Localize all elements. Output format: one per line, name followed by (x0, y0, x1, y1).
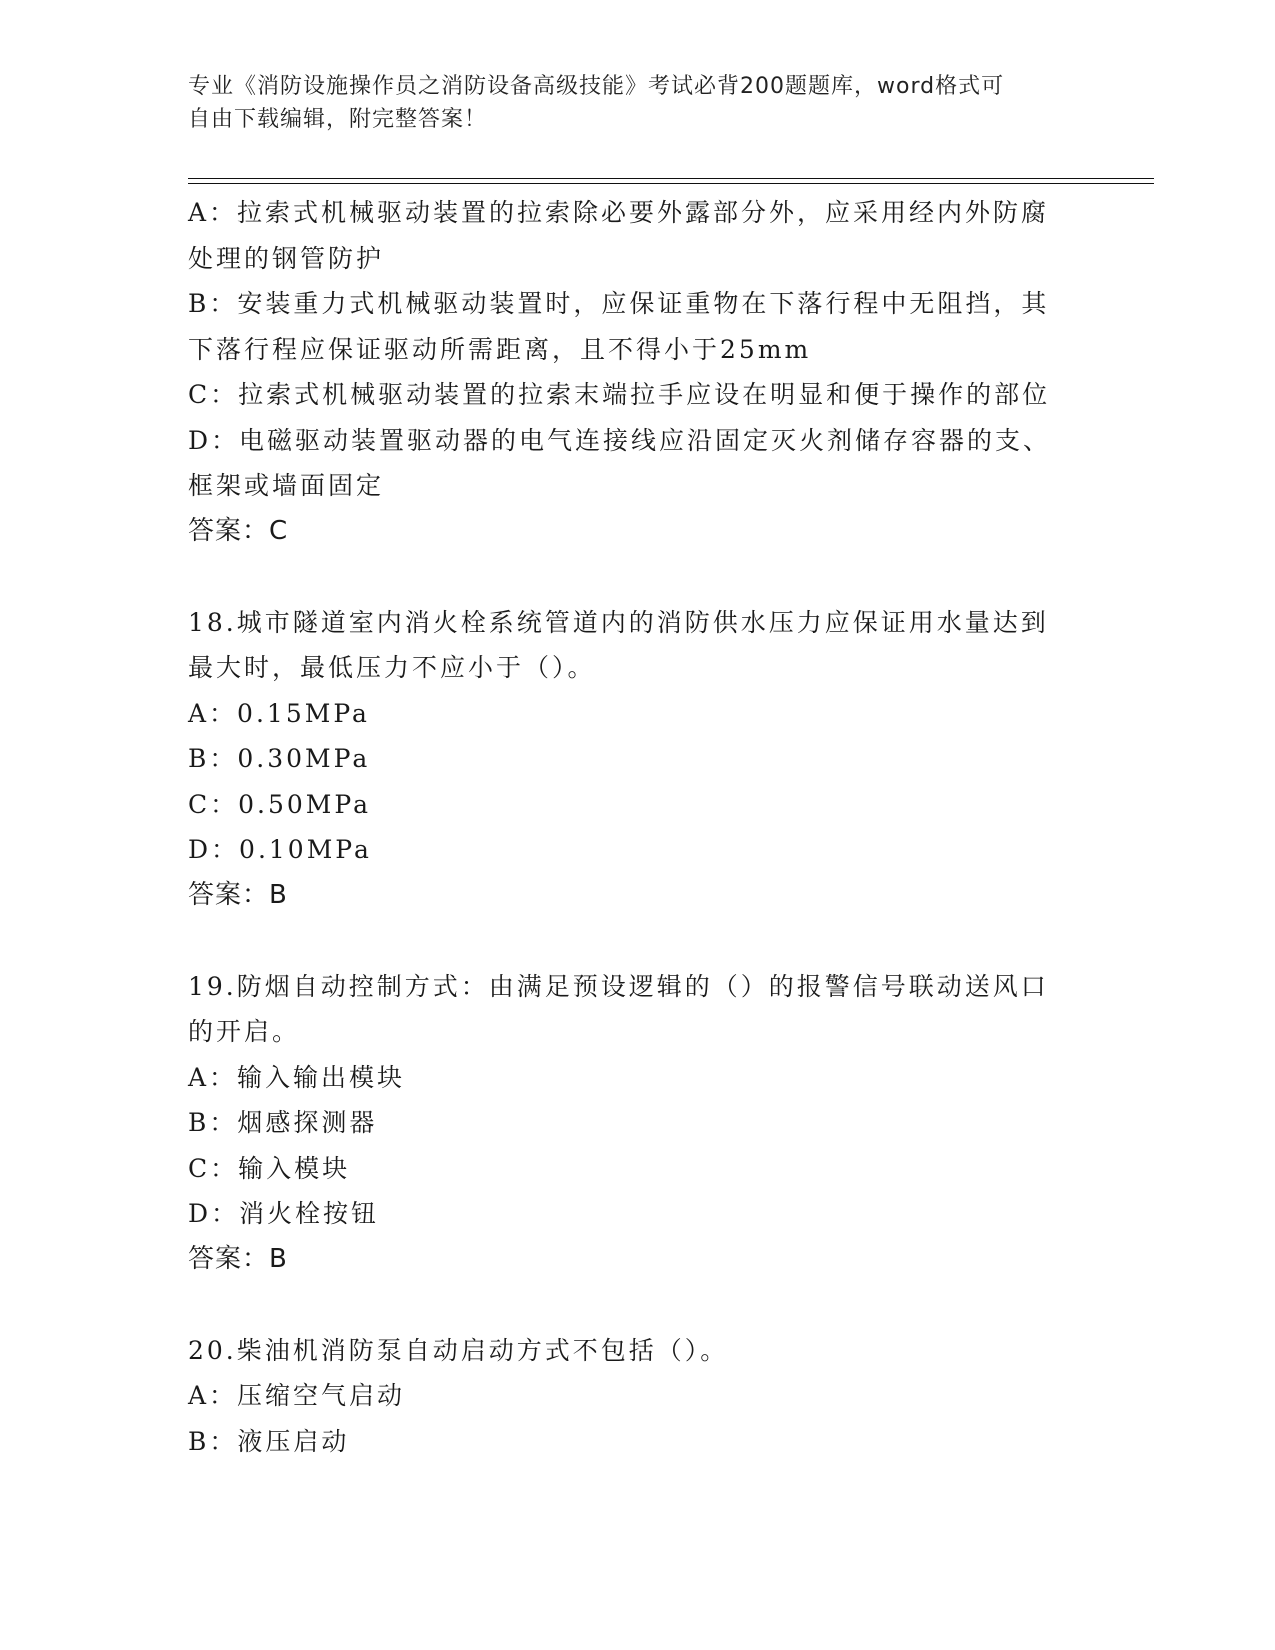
option-d: D：消火栓按钮 (188, 1199, 380, 1228)
option-a: A：压缩空气启动 (188, 1381, 406, 1410)
option-a: A：输入输出模块 (188, 1062, 406, 1092)
option-b: B：液压启动 (188, 1426, 350, 1456)
spacer (188, 918, 1088, 964)
question-text-line-2: 的开启。 (188, 1017, 301, 1046)
option-c: C：拉索式机械驱动装置的拉索末端拉手应设在明显和便于操作的部位 (188, 380, 1051, 409)
answer: 答案：C (188, 515, 289, 546)
spacer (188, 1282, 1088, 1328)
option-a-line-2: 处理的钢管防护 (188, 243, 385, 273)
option-d-line-1: D：电磁驱动装置驱动器的电气连接线应沿固定灭火剂储存容器的支、 (188, 425, 1052, 455)
option-b: B：0.30MPa (188, 744, 371, 773)
option-d: D：0.10MPa (188, 835, 372, 864)
option-a-line-1: A：拉索式机械驱动装置的拉索除必要外露部分外，应采用经内外防腐 (188, 198, 1050, 227)
question-text-line-2: 最大时，最低压力不应小于（）。 (188, 653, 596, 682)
answer: 答案：B (188, 879, 288, 910)
question-20 (188, 1328, 1088, 1465)
option-c: C：输入模块 (188, 1153, 351, 1183)
option-b-line-1: B：安装重力式机械驱动装置时，应保证重物在下落行程中无阻挡，其 (188, 289, 1050, 318)
option-b-line-2: 下落行程应保证驱动所需距离，且不得小于25mm (188, 334, 812, 364)
option-b: B：烟感探测器 (188, 1108, 378, 1137)
document-header (188, 70, 1068, 136)
question-19 (188, 964, 1088, 1283)
answer: 答案：B (188, 1243, 288, 1274)
question-17 (188, 190, 1088, 554)
option-a: A：0.15MPa (188, 698, 370, 728)
header-line-2: 自由下载编辑，附完整答案！ (188, 107, 488, 132)
header-line-1: 专业《消防设施操作员之消防设备高级技能》考试必背200题题库，word格式可 (188, 74, 1005, 99)
option-d-line-2: 框架或墙面固定 (188, 471, 385, 500)
question-text: 20.柴油机消防泵自动启动方式不包括（）。 (188, 1335, 729, 1365)
question-18 (188, 600, 1088, 919)
option-c: C：0.50MPa (188, 789, 371, 819)
question-list (188, 190, 1088, 1464)
header-divider-top (188, 178, 1154, 179)
question-text-line-1: 19.防烟自动控制方式：由满足预设逻辑的（）的报警信号联动送风口 (188, 971, 1049, 1001)
spacer (188, 554, 1088, 600)
question-text-line-1: 18.城市隧道室内消火栓系统管道内的消防供水压力应保证用水量达到 (188, 607, 1049, 637)
header-divider-bottom (188, 183, 1154, 184)
